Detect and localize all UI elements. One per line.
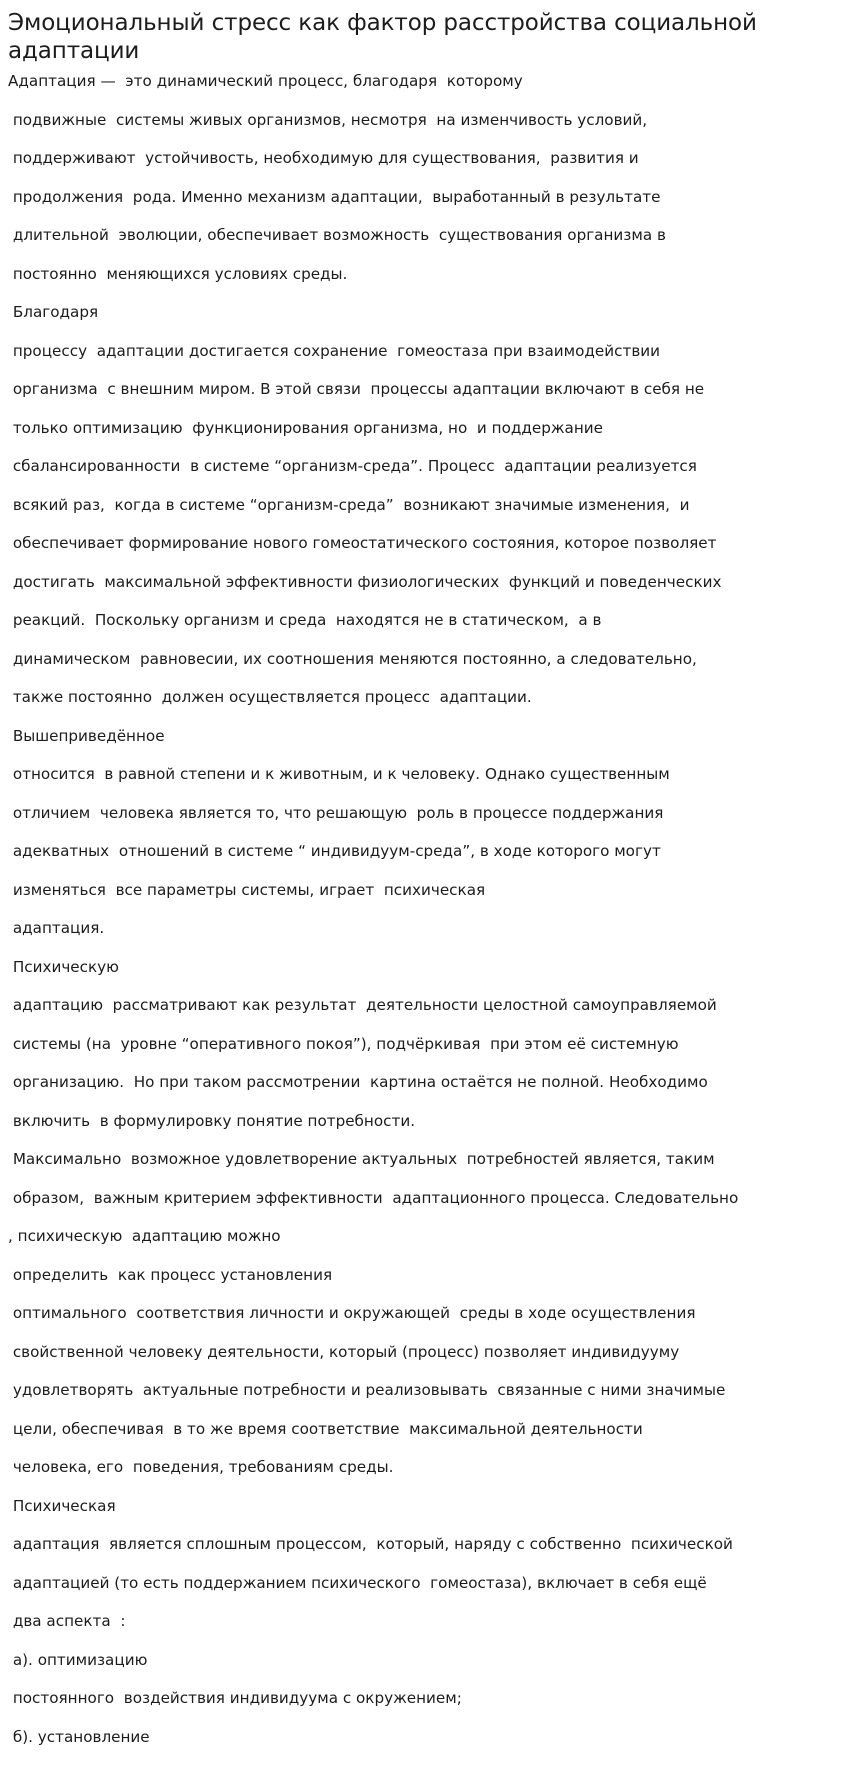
text-line: системы (на уровне “оперативного покоя”), подчёркивая при этом её системную	[8, 1034, 679, 1053]
text-line: адаптация является сплошным процессом, который, наряду с собственно психической	[8, 1535, 733, 1553]
text-line: определить как процесс установления	[8, 1265, 333, 1284]
text-line: обеспечивает формирование нового гомеостатического состояния, которое позволяет	[8, 534, 717, 552]
text-line: продолжения рода. Именно механизм адаптации, выработанный в результате	[8, 187, 661, 206]
text-line: б). установление	[8, 1727, 150, 1746]
text-line: удовлетворять актуальные потребности и реализовывать связанные с ними значимые	[8, 1381, 726, 1399]
text-line: Вышеприведённое	[8, 726, 165, 745]
text-line: также постоянно должен осуществляется процесс адаптации.	[8, 688, 532, 706]
text-line: всякий раз, когда в системе “организм-среда” возникают значимые изменения, и	[8, 495, 690, 514]
text-line: изменяться все параметры системы, играет психическая	[8, 880, 486, 899]
text-line: сбалансированности в системе “организм-среда”. Процесс адаптации реализуется	[8, 457, 697, 475]
text-line: человека, его поведения, требованиям среды.	[8, 1458, 394, 1476]
text-line: Благодаря	[8, 303, 99, 321]
text-line: процессу адаптации достигается сохранение гомеостаза при взаимодействии	[8, 341, 661, 360]
text-line: достигать максимальной эффективности физиологических функций и поведенческих	[8, 572, 722, 591]
text-line: , психическую адаптацию можно	[8, 1227, 281, 1245]
text-line: адекватных отношений в системе “ индивидуум-среда”, в ходе которого могут	[8, 842, 661, 860]
document-title: Эмоциональный стресс как фактор расстройства социальной адаптации	[8, 10, 757, 64]
text-line: оптимального соответствия личности и окружающей среды в ходе осуществления	[8, 1304, 696, 1322]
text-line: свойственной человеку деятельности, который (процесс) позволяет индивидууму	[8, 1342, 680, 1361]
text-line: Психическая	[8, 1496, 116, 1515]
text-line: Психическую	[8, 957, 119, 976]
text-line: постоянного воздействия индивидуума с окружением;	[8, 1689, 462, 1707]
text-line: адаптацией (то есть поддержанием психического гомеостаза), включает в себя ещё	[8, 1573, 707, 1592]
text-line: образом, важным критерием эффективности адаптационного процесса. Следовательно	[8, 1188, 739, 1207]
text-line: только оптимизацию функционирования организма, но и поддержание	[8, 418, 603, 437]
text-line: относится в равной степени и к животным, и к человеку. Однако существенным	[8, 765, 670, 783]
text-line: включить в формулировку понятие потребности.	[8, 1111, 416, 1130]
text-line: Максимально возможное удовлетворение актуальных потребностей является, таким	[8, 1150, 715, 1168]
text-line: подвижные системы живых организмов, несмотря на изменчивость условий,	[8, 110, 648, 129]
text-line: Адаптация — это динамический процесс, благодаря которому	[8, 72, 523, 90]
text-line: реакций. Поскольку организм и среда находятся не в статическом, а в	[8, 611, 602, 629]
text-line: длительной эволюции, обеспечивает возможность существования организма в	[8, 226, 666, 244]
text-line: два аспекта :	[8, 1612, 126, 1630]
document-body	[8, 62, 828, 1756]
text-line: а). оптимизацию	[8, 1650, 148, 1669]
text-line: адаптацию рассматривают как результат деятельности целостной самоуправляемой	[8, 996, 717, 1014]
text-line: адаптация.	[8, 919, 105, 937]
text-line: постоянно меняющихся условиях среды.	[8, 264, 348, 283]
text-line: отличием человека является то, что решающую роль в процессе поддержания	[8, 803, 664, 822]
text-line: организацию. Но при таком рассмотрении картина остаётся не полной. Необходимо	[8, 1073, 708, 1091]
text-line: динамическом равновесии, их соотношения меняются постоянно, а следовательно,	[8, 649, 697, 668]
text-line: поддерживают устойчивость, необходимую для существования, развития и	[8, 149, 639, 167]
text-line: цели, обеспечивая в то же время соответствие максимальной деятельности	[8, 1419, 643, 1438]
text-line: организма с внешним миром. В этой связи процессы адаптации включают в себя не	[8, 380, 705, 398]
